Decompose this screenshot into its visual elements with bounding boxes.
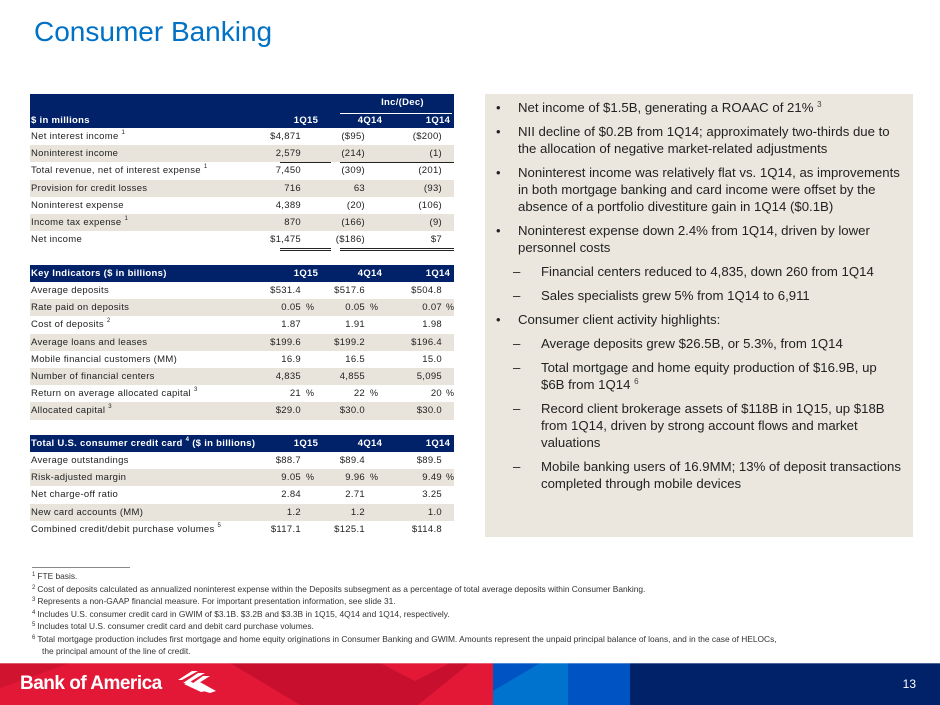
row-label-text: Net interest income: [31, 131, 119, 142]
flag-logo-icon: [178, 671, 216, 693]
footnote: [32, 634, 922, 647]
cell-value: ($95): [341, 131, 365, 142]
dash-icon: –: [513, 264, 521, 279]
dash-icon: –: [513, 336, 521, 351]
row-label-text: Average outstandings: [31, 455, 129, 466]
total-rule: [340, 248, 454, 251]
cell-value: 2.71: [345, 489, 365, 501]
bullet-item: [496, 164, 908, 215]
row-label-text: Total revenue, net of interest expense: [31, 165, 201, 177]
row-label: [31, 282, 109, 299]
credit-card-table: [30, 435, 454, 538]
percent-sign: %: [446, 302, 455, 313]
row-label: [31, 368, 155, 385]
income-statement-table: [30, 94, 454, 248]
footnote: [32, 584, 922, 597]
table-row: [30, 368, 454, 385]
table-row: [30, 385, 454, 402]
table-header: [30, 94, 454, 128]
footnote-ref: 1: [121, 130, 126, 136]
footnote-number: 2: [32, 584, 36, 591]
percent-sign: %: [446, 472, 455, 483]
cell-value: $4,871: [270, 131, 301, 142]
bullet-icon: •: [496, 165, 501, 180]
footnote-text: FTE basis.: [37, 571, 78, 581]
cell-value: 0.05: [345, 302, 365, 314]
row-label: [31, 469, 126, 486]
cell-value: (106): [418, 199, 442, 211]
table-row: [30, 299, 454, 316]
row-label: [31, 504, 143, 521]
bullet-item: [496, 222, 908, 256]
sub-bullet-item: [513, 458, 903, 492]
footnotes: [32, 571, 922, 659]
footnote-ref: 6: [634, 377, 639, 386]
table-row: [30, 231, 454, 248]
cell-value: (166): [341, 216, 365, 228]
bank-logo-text: Bank of America: [20, 673, 162, 694]
cell-value: 16.5: [345, 353, 365, 365]
cell-value: 1.87: [281, 319, 301, 331]
bullet-text: Sales specialists grew 5% from 1Q14 to 6,911: [541, 288, 810, 303]
column-header: 1Q14: [425, 115, 451, 126]
percent-sign: %: [306, 302, 315, 313]
cell-value: $7: [430, 234, 442, 246]
cell-value: 4,389: [275, 199, 301, 211]
cell-value: $89.5: [416, 455, 442, 466]
cell-value: 7,450: [275, 165, 301, 177]
footnote-text: Represents a non-GAAP financial measure. For important presentation information, see slide 31.: [37, 596, 396, 606]
cell-value: $30.0: [339, 405, 365, 417]
cell-value: 0.07: [422, 302, 442, 314]
row-label-text: Net income: [31, 234, 83, 246]
header-label: [31, 435, 255, 452]
cell-value: (1): [429, 148, 442, 160]
cell-value: 5,095: [416, 370, 442, 382]
row-label: [31, 334, 147, 351]
footnote: [32, 621, 922, 634]
cell-value: $1,475: [270, 234, 301, 246]
cell-value: (309): [341, 165, 365, 177]
cell-value: 2.84: [281, 489, 301, 501]
footnote-ref: 3: [193, 387, 198, 394]
cell-value: 15.0: [422, 353, 442, 365]
page-number: 13: [902, 677, 916, 691]
cell-value: 9.05: [281, 472, 301, 484]
row-label: [31, 299, 129, 316]
sub-bullet-item: [513, 359, 903, 393]
bullet-text: Noninterest expense down 2.4% from 1Q14, driven by lower personnel costs: [518, 223, 870, 255]
footnote-ref: 1: [124, 215, 129, 222]
table-row: [30, 334, 454, 351]
table-row: [30, 452, 454, 469]
dash-icon: –: [513, 401, 521, 416]
cell-value: (201): [418, 165, 442, 177]
table-row: [30, 282, 454, 299]
row-label: [31, 486, 118, 503]
cell-value: $196.4: [411, 336, 442, 348]
cell-value: ($200): [412, 131, 442, 142]
cell-value: 3.25: [422, 489, 442, 501]
header-label-suffix: ($ in billions): [192, 438, 256, 449]
column-header: 4Q14: [357, 115, 383, 126]
bullet-text: Mobile banking users of 16.9MM; 13% of deposit transactions completed through mobile devices: [541, 459, 901, 491]
bullet-text: Consumer client activity highlights:: [518, 312, 721, 327]
row-label-text: Noninterest expense: [31, 199, 124, 211]
row-label-text: Risk-adjusted margin: [31, 472, 127, 484]
cell-value: 1.91: [345, 319, 365, 331]
row-label-text: Allocated capital: [31, 405, 106, 417]
cell-value: 22: [353, 388, 365, 400]
cell-value: $88.7: [275, 455, 301, 466]
bullet-icon: •: [496, 223, 501, 238]
footnote-ref: 4: [185, 437, 190, 443]
row-label-text: Return on average allocated capital: [31, 388, 191, 400]
cell-value: 1.2: [350, 506, 365, 518]
row-label: [31, 128, 125, 145]
footnote-ref: 5: [217, 522, 222, 529]
row-label: [31, 145, 118, 162]
bullet-text: NII decline of $0.2B from 1Q14; approximately two-thirds due to the allocation of negative market-related adjustments: [518, 124, 890, 156]
row-label-text: Cost of deposits: [31, 319, 104, 331]
table-row: [30, 486, 454, 503]
cell-value: (9): [429, 216, 442, 228]
cell-value: $199.6: [270, 336, 301, 348]
cell-value: $114.8: [411, 523, 442, 535]
row-label: [31, 214, 128, 231]
total-rule: [280, 248, 331, 251]
table-row: [30, 521, 454, 538]
footnote-text: Includes U.S. consumer credit card in GWIM of $3.1B. $3.2B and $3.3B in 1Q15, 4Q14 and 1Q14, respectively.: [37, 608, 450, 619]
cell-value: 1.98: [422, 319, 442, 331]
highlights-panel: [485, 94, 913, 537]
percent-sign: %: [370, 302, 379, 313]
cell-value: $117.1: [270, 523, 301, 535]
percent-sign: %: [306, 388, 315, 399]
footnote-text: Total mortgage production includes first mortgage and home equity originations in Consumer Banking and GWIM. Amounts represent the unpaid principal balance of loans, and in the case of HELOCs,: [37, 633, 777, 644]
table-header: [30, 435, 454, 452]
dash-icon: –: [513, 288, 521, 303]
cell-value: $199.2: [334, 336, 365, 348]
row-label-text: Combined credit/debit purchase volumes: [31, 523, 215, 535]
cell-value: 9.49: [422, 472, 442, 484]
bullet-text: Net income of $1.5B, generating a ROAAC of 21%: [518, 100, 814, 115]
sub-bullet-item: [513, 263, 903, 280]
row-label-text: New card accounts (MM): [31, 506, 144, 518]
column-header: 4Q14: [357, 268, 383, 279]
dash-icon: –: [513, 360, 521, 375]
cell-value: 4,835: [275, 370, 301, 382]
cell-value: 870: [284, 216, 301, 228]
footnote: [32, 571, 922, 584]
row-label-text: Average deposits: [31, 285, 110, 296]
footnote-number: 4: [32, 609, 36, 616]
cell-value: 9.96: [345, 472, 365, 484]
row-label: [31, 316, 111, 333]
cell-value: ($186): [335, 234, 365, 246]
row-label: [31, 162, 207, 179]
header-label-text: Total U.S. consumer credit card: [31, 438, 183, 449]
footnote-number: 6: [32, 634, 36, 641]
footnote: [32, 609, 922, 622]
footnote: [32, 596, 922, 609]
bullet-text: Noninterest income was relatively flat vs. 1Q14, as improvements in both mortgage banking and card income were offset by the absence of a portfolio divestiture gain in 1Q14 ($0.1B): [518, 165, 900, 214]
cell-value: 716: [284, 182, 301, 194]
header-label: $ in millions: [31, 115, 90, 126]
sub-bullet-item: [513, 335, 903, 352]
bullet-item: [496, 99, 908, 116]
bullet-text: Total mortgage and home equity production of $16.9B, up $6B from 1Q14: [541, 360, 877, 392]
percent-sign: %: [446, 388, 455, 399]
dash-icon: –: [513, 459, 521, 474]
row-label: [31, 385, 198, 402]
cell-value: 16.9: [281, 353, 301, 365]
header-label: Key Indicators ($ in billions): [31, 268, 167, 279]
bullet-item: [496, 311, 908, 328]
sub-bullet-item: [513, 400, 903, 451]
row-label-text: Average loans and leases: [31, 336, 148, 348]
column-header: 1Q15: [293, 438, 319, 449]
cell-value: $29.0: [275, 405, 301, 417]
row-label-text: Mobile financial customers (MM): [31, 353, 178, 365]
table-row: [30, 402, 454, 419]
cell-value: 21: [289, 388, 301, 400]
column-header: 4Q14: [357, 438, 383, 449]
key-indicators-table: [30, 265, 454, 420]
table-row: [30, 316, 454, 333]
percent-sign: %: [370, 388, 379, 399]
sub-bullet-item: [513, 287, 903, 304]
table-row: [30, 214, 454, 231]
row-label: [31, 521, 221, 538]
cell-value: $531.4: [270, 285, 301, 296]
cell-value: $89.4: [339, 455, 365, 466]
table-row: [30, 504, 454, 521]
bullet-text: Average deposits grew $26.5B, or 5.3%, from 1Q14: [541, 336, 843, 351]
cell-value: 20: [430, 388, 442, 400]
row-label: [31, 351, 177, 368]
row-label: [31, 402, 112, 419]
cell-value: $517.6: [334, 285, 365, 296]
row-label: [31, 180, 147, 197]
row-label-text: Provision for credit losses: [31, 182, 148, 194]
highlights-list: [485, 99, 913, 499]
bullet-icon: •: [496, 124, 501, 139]
footnote-number: 5: [32, 622, 36, 628]
footnote-ref: 2: [106, 318, 111, 325]
cell-value: 1.2: [286, 506, 301, 518]
group-header-rule: [340, 113, 452, 114]
table-header: [30, 265, 454, 282]
column-header: 1Q14: [425, 438, 451, 449]
table-row: [30, 162, 454, 179]
row-label-text: Rate paid on deposits: [31, 302, 130, 314]
row-label-text: Number of financial centers: [31, 370, 155, 382]
percent-sign: %: [306, 472, 315, 483]
row-label: [31, 452, 129, 469]
cell-value: 0.05: [281, 302, 301, 314]
group-header-inc-dec: Inc/(Dec): [381, 97, 424, 108]
cell-value: $125.1: [334, 523, 365, 535]
footnote-number: 1: [32, 572, 36, 578]
page-title: Consumer Banking: [34, 16, 273, 47]
cell-value: (214): [341, 148, 365, 160]
cell-value: 1.0: [427, 506, 442, 518]
footnote-ref: 1: [203, 164, 208, 171]
cell-value: 63: [353, 182, 365, 194]
cell-value: 4,855: [339, 370, 365, 382]
column-header: 1Q14: [425, 268, 451, 279]
row-label-text: Net charge-off ratio: [31, 489, 119, 501]
column-header: 1Q15: [293, 268, 319, 279]
footnote-number: 3: [32, 597, 36, 603]
cell-value: (93): [423, 182, 442, 194]
footnote-continuation: the principal amount of the line of credit.: [42, 646, 191, 656]
footnote-ref: 3: [817, 100, 822, 109]
table-row: [30, 128, 454, 145]
table-row: [30, 469, 454, 486]
cell-value: $504.8: [411, 285, 442, 296]
row-label: [31, 197, 124, 214]
column-header: 1Q15: [293, 115, 319, 126]
footnote-ref: 3: [108, 404, 112, 411]
footnote-text: Cost of deposits calculated as annualized noninterest expense within the Deposits subsegment as a percentage of total average deposits within Consumer Banking.: [37, 583, 646, 594]
bullet-text: Record client brokerage assets of $118B in 1Q15, up $18B from 1Q14, driven by strong account flows and market valuations: [541, 401, 885, 450]
footnote-text: Includes total U.S. consumer credit card and debit card purchase volumes.: [37, 621, 314, 631]
table-row: [30, 145, 454, 162]
row-label: [31, 231, 82, 248]
table-row: [30, 351, 454, 368]
table-row: [30, 180, 454, 197]
row-label-text: Income tax expense: [31, 216, 122, 228]
cell-value: $30.0: [416, 405, 442, 417]
bullet-icon: •: [496, 100, 501, 115]
cell-value: 2,579: [275, 148, 301, 160]
footnote-divider: [32, 567, 130, 568]
bullet-icon: •: [496, 312, 501, 327]
row-label-text: Noninterest income: [31, 148, 119, 160]
table-row: [30, 197, 454, 214]
bullet-text: Financial centers reduced to 4,835, down 260 from 1Q14: [541, 264, 874, 279]
cell-value: (20): [346, 199, 365, 211]
footer-banner: [0, 663, 940, 705]
bullet-item: [496, 123, 908, 157]
percent-sign: %: [370, 472, 379, 483]
